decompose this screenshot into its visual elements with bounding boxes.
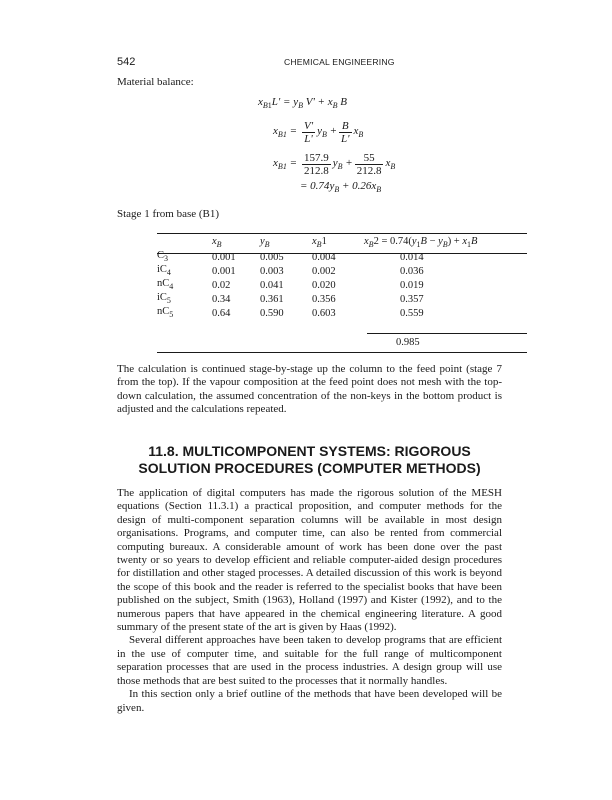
value-cell: 0.001 <box>212 265 236 277</box>
value-cell: 0.590 <box>260 307 284 319</box>
material-balance-label: Material balance: <box>117 76 194 88</box>
table-row <box>157 278 527 292</box>
value-cell: 0.64 <box>212 307 231 319</box>
equation-2-fraction-2 <box>339 120 351 145</box>
equation-2-lhs: $x_{B1}$ = <box>273 124 297 140</box>
eq3-num1: 157.9 <box>304 151 329 164</box>
value-cell: 0.020 <box>312 279 336 291</box>
paragraph-1: The calculation is continued stage-by-stage up the column to the feed point (stage 7 from the top). If the vapour composition at the feed point does not mesh with the top-down calculation, the assumed concentration of the non-keys in the bottom product is adjusted and the calculations repeated. <box>117 363 502 416</box>
value-cell: 0.003 <box>260 265 284 277</box>
value-cell: 0.603 <box>312 307 336 319</box>
page-number: 542 <box>117 56 136 68</box>
sum-rule <box>367 333 527 334</box>
stage-label: Stage 1 from base (B1) <box>117 208 220 220</box>
equation-3-fraction-1 <box>302 152 331 177</box>
component-cell: $nC_4$ <box>157 278 174 292</box>
value-cell: 0.036 <box>400 265 424 277</box>
table-row <box>157 292 527 306</box>
component-cell: $C_3$ <box>157 250 169 264</box>
table-header-row <box>157 236 527 250</box>
value-cell: 0.004 <box>312 251 336 263</box>
paragraph-4: In this section only a brief outline of the methods that have been developed will be given. <box>117 688 502 714</box>
value-cell: 0.014 <box>400 251 424 263</box>
equation-2-fraction-1 <box>302 120 315 145</box>
paragraph-2: The application of digital computers has made the rigorous solution of the MESH equations (Section 11.3.1) a practical proposition, and computer methods for the design of multi-component separation columns will be available in most design organisations. Programs, and computer time, can also be rented from commercial computing bureaux. A considerable amount of work has been done over the past twenty or so years to develop efficient and reliable computer-aided design procedures for distillation and other staged processes. A detailed discussion of this work is beyond the scope of this book and the reader is referred to the specialist books that have been published on the subject, Smith (1963), Holland (1997) and Kister (1992), and to the numerous papers that have appeared in the chemical engineering literature. A good summary of the present state of the art is given by Haas (1992). <box>117 487 502 634</box>
running-title: CHEMICAL ENGINEERING <box>284 57 395 67</box>
equation-3: $x_{B1}$ = $\frac{157.9}{212.8}$ $y_B$ + $\frac{55}{212.8}$ $x_B$ <box>273 151 396 177</box>
component-cell: $iC_5$ <box>157 292 171 306</box>
value-cell: 0.041 <box>260 279 284 291</box>
component-cell: $iC_4$ <box>157 264 171 278</box>
equation-2: $x_{B1}$ = $\frac{V'}{L'}$ $y_B$ + $\frac{B}{L'}$ $x_B$ <box>0 118 612 146</box>
table-row <box>157 264 527 278</box>
value-cell: 0.002 <box>312 265 336 277</box>
table-header-xb1: $x_B1$ <box>312 236 327 250</box>
equation-3-fraction-2 <box>355 152 384 177</box>
section-title: 11.8. MULTICOMPONENT SYSTEMS: RIGOROUS SOLUTION PROCEDURES (COMPUTER METHODS) <box>138 443 481 476</box>
composition-table <box>157 236 527 320</box>
eq3-num2: 55 <box>363 151 375 164</box>
table-header-xb: $x_B$ <box>212 236 222 250</box>
table-header-xb2: $x_B2 = 0.74(y_1B - y_B) + x_1B$ <box>364 236 478 250</box>
value-cell: 0.02 <box>212 279 231 291</box>
value-cell: 0.001 <box>212 251 236 263</box>
equation-4: = $0.74y_B + 0.26x_B$ <box>300 180 382 195</box>
section-body <box>117 487 502 715</box>
table-header-yb: $y_B$ <box>260 236 270 250</box>
eq2-num2: B <box>341 119 349 132</box>
value-cell: 0.357 <box>400 293 424 305</box>
table-row <box>157 250 527 264</box>
table-row <box>157 306 527 320</box>
equation-1-text: $x_{B1}L' = y_B$ $V' + x_B$ B <box>258 95 347 111</box>
value-cell: 0.356 <box>312 293 336 305</box>
eq2-den1: L' <box>302 132 315 145</box>
eq3-den1: 212.8 <box>304 164 329 177</box>
value-cell: 0.559 <box>400 307 424 319</box>
value-cell: 0.019 <box>400 279 424 291</box>
table-bottom-rule <box>157 352 527 353</box>
value-cell: 0.005 <box>260 251 284 263</box>
component-cell: $nC_5$ <box>157 306 174 320</box>
eq2-den2: L' <box>341 132 350 145</box>
table-top-rule <box>157 233 527 234</box>
value-cell: 0.34 <box>212 293 231 305</box>
table-total: 0.985 <box>396 337 420 348</box>
value-cell: 0.361 <box>260 293 284 305</box>
paragraph-calculation <box>117 363 502 417</box>
paragraph-3: Several different approaches have been taken to develop programs that are efficient in the use of computer time, and suitable for the full range of multicomponent separation processes that are used in the process industries. A design group will use those methods that are best suited to the processes that it normally handles. <box>117 634 502 687</box>
eq2-num1: V' <box>304 119 314 132</box>
table-body <box>157 250 527 320</box>
table-header-blank <box>157 236 212 250</box>
equation-1 <box>0 94 612 112</box>
eq3-den2: 212.8 <box>356 164 382 177</box>
